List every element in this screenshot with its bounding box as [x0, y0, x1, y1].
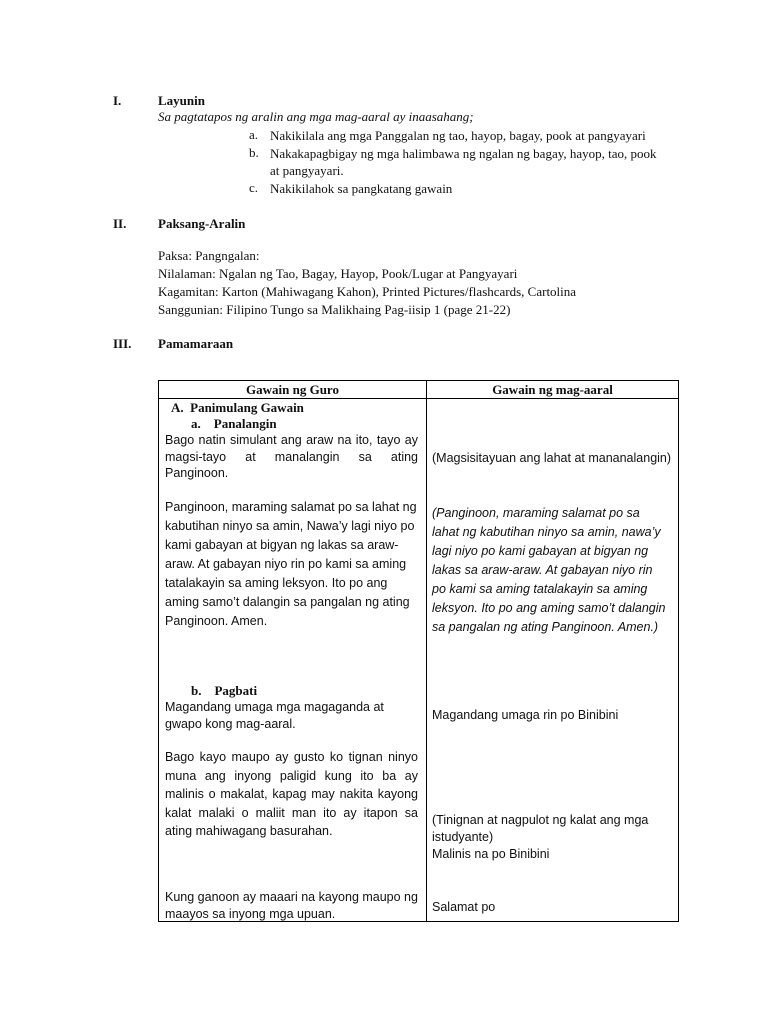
student-column [427, 399, 679, 922]
student-prayer: (Panginoon, maraming salamat po sa lahat ng kabutihan ninyo sa amin, nawa’y lagi niyo po kami gabayan at bigyan ng lakas sa araw-araw. At gabayan niyo rin po kami sa aming tatalakayin sa aming leksyon. Ito po ang aming samo’t dalangin sa pangalan ng ating Panginoon. Amen.) [432, 506, 666, 634]
student-pickup-response: (Tinignan at nagpulot ng kalat ang mga istudyante) [432, 813, 649, 844]
teacher-prayer: Panginoon, maraming salamat po sa lahat ng kabutihan ninyo sa amin, Nawa’y lagi niyo po kami gabayan at bigyan ng lakas sa araw-araw. At gabayan niyo rin po kami sa aming tatalakayin sa aming leksyon. Ito po ang aming samo’t dalangin sa pangalan ng ating Panginoon. Amen. [165, 500, 417, 628]
objective-text: Nakakapagbigay ng mga halimbawa ng ngalan ng bagay, hayop, tao, pook at pangyayari. [270, 146, 657, 178]
objective-text: Nakikilala ang mga Panggalan ng tao, hayop, bagay, pook at pangyayari [270, 128, 646, 143]
teacher-sit-instruction: Kung ganoon ay maaari na kayong maupo ng maayos sa inyong mga upuan. [165, 890, 418, 921]
header-gawain-ng-guro: Gawain ng Guro [159, 381, 427, 399]
student-clean-response: Malinis na po Binibini [432, 847, 550, 861]
objective-letter: c. [249, 180, 259, 195]
part-a-heading: A. Panimulang Gawain [171, 400, 304, 415]
kagamitan-line: Kagamitan: Karton (Mahiwagang Kahon), Printed Pictures/flashcards, Cartolina [158, 284, 577, 299]
section-number: II. [113, 216, 127, 231]
objective-letter: b. [249, 145, 259, 160]
objective-text: Nakikilahok sa pangkatang gawain [270, 181, 453, 196]
paksa-line: Paksa: Pangngalan: [158, 248, 260, 263]
subheading-panalangin: a. Panalangin [191, 416, 277, 431]
section-number: III. [113, 336, 132, 351]
teacher-cleanup-instruction: Bago kayo maupo ay gusto ko tignan ninyo muna ang inyong paligid kung ito ba ay malinis o makalat, kapag may nakita kayong kalat malaki o maliit man ito ay itapon sa ating mahiwagang basurahan. [165, 750, 418, 838]
layunin-intro: Sa pagtatapos ng aralin ang mga mag-aaral ay inaasahang; [158, 109, 474, 124]
section-heading: Pamamaraan [158, 336, 234, 351]
section-heading: Paksang-Aralin [158, 216, 246, 231]
header-gawain-ng-mag-aaral: Gawain ng mag-aaral [427, 381, 679, 399]
section-heading: Layunin [158, 93, 205, 108]
table-header-row [159, 381, 679, 399]
table-row [159, 399, 679, 922]
student-greeting-response: Magandang umaga rin po Binibini [432, 708, 619, 722]
teacher-column [159, 399, 427, 922]
student-stand-response: (Magsisitayuan ang lahat at mananalangin) [432, 451, 672, 465]
objective-letter: a. [249, 127, 259, 142]
section-number: I. [113, 93, 122, 108]
student-thanks-response: Salamat po [432, 900, 496, 914]
procedure-table [158, 380, 679, 922]
nilalaman-line: Nilalaman: Ngalan ng Tao, Bagay, Hayop, Pook/Lugar at Pangyayari [158, 266, 518, 281]
sanggunian-line: Sanggunian: Filipino Tungo sa Malikhaing Pag-iisip 1 (page 21-22) [158, 302, 511, 317]
subheading-pagbati: b. Pagbati [191, 683, 258, 698]
teacher-greeting: Magandang umaga mga magaganda at gwapo kong mag-aaral. [165, 700, 384, 731]
teacher-pray-instruction: Bago natin simulant ang araw na ito, tayo ay magsi-tayo at manalangin sa ating Panginoon. [165, 433, 418, 480]
